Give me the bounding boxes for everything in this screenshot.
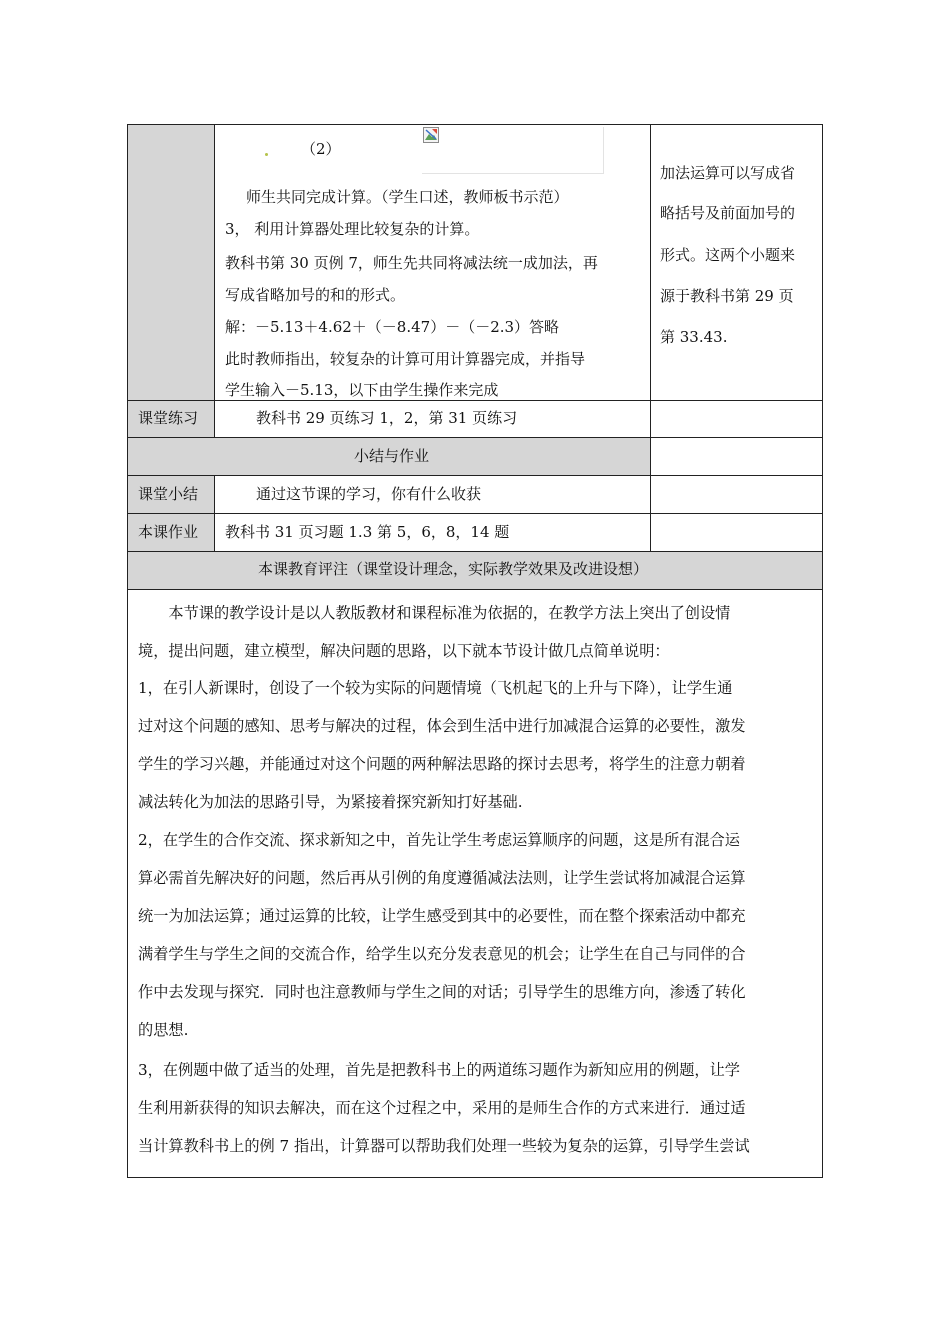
comment-header-row (128, 552, 822, 590)
summary-header: 小结与作业 (354, 447, 430, 465)
content-line-1: 师生共同完成计算。（学生口述，教师板书示范） (246, 188, 569, 206)
practice-label: 课堂练习 (138, 409, 199, 427)
comment-line: 3，在例题中做了适当的处理，首先是把教科书上的两道练习题作为新知应用的例题，让学 (138, 1061, 740, 1079)
note-line-4: 源于教科书第 29 页 (660, 287, 794, 305)
content-line-2: 3， 利用计算器处理比较复杂的计算。 (225, 220, 480, 238)
comment-line: 境，提出问题，建立模型，解决问题的思路，以下就本节设计做几点简单说明： (138, 642, 670, 660)
comment-header: 本课教育评注（课堂设计理念，实际教学效果及改进设想） (258, 560, 649, 578)
comment-line: 2，在学生的合作交流、探求新知之中，首先让学生考虑运算顺序的问题，这是所有混合运 (138, 831, 740, 849)
practice-row (128, 401, 822, 438)
stray-mark (265, 153, 268, 156)
summary-header-row (128, 438, 822, 476)
content-line-3: 教科书第 30 页例 7，师生先共同将减法统一成加法，再 (225, 254, 598, 272)
practice-content-cell (215, 401, 651, 437)
comment-line: 满着学生与学生之间的交流合作，给学生以充分发表意见的机会；让学生在自己与同伴的合 (138, 945, 746, 963)
summary-header-note-cell (651, 438, 822, 475)
comment-line: 本节课的教学设计是以人教版教材和课程标准为依据的，在教学方法上突出了创设情 (138, 604, 731, 622)
homework-label-cell (128, 514, 215, 551)
examples-content-cell (215, 125, 651, 400)
comment-line: 生利用新获得的知识去解决，而在这个过程之中，采用的是师生合作的方式来进行．通过适 (138, 1099, 746, 1117)
content-line-4: 写成省略加号的和的形式。 (225, 286, 406, 304)
practice-note-cell (651, 401, 822, 437)
summary-content-cell (215, 476, 651, 513)
homework-note-cell (651, 514, 822, 551)
summary-text: 通过这节课的学习，你有什么收获 (256, 485, 482, 503)
comment-line: 作中去发现与探究．同时也注意教师与学生之间的对话；引导学生的思维方向，渗透了转化 (138, 983, 746, 1001)
summary-note-cell (651, 476, 822, 513)
summary-label-cell (128, 476, 215, 513)
note-line-2: 略括号及前面加号的 (660, 204, 796, 222)
comment-line: 减法转化为加法的思路引导，为紧接着探究新知打好基础. (138, 793, 523, 811)
homework-row (128, 514, 822, 552)
examples-row (128, 125, 822, 401)
note-line-1: 加法运算可以写成省 (660, 164, 796, 182)
examples-label-cell (128, 125, 215, 400)
practice-text: 教科书 29 页练习 1，2，第 31 页练习 (256, 409, 518, 427)
note-line-5: 第 33.43. (660, 328, 728, 346)
comment-line: 当计算教科书上的例 7 指出，计算器可以帮助我们处理一些较为复杂的运算，引导学生尝试 (138, 1137, 750, 1155)
content-line-6: 此时教师指出，较复杂的计算可用计算器完成，并指导 (225, 350, 586, 368)
homework-text: 教科书 31 页习题 1.3 第 5，6，8，14 题 (225, 523, 510, 541)
practice-label-cell (128, 401, 215, 437)
summary-row (128, 476, 822, 514)
summary-label: 课堂小结 (138, 485, 199, 503)
comment-line: 学生的学习兴趣，并能通过对这个问题的两种解法思路的探讨去思考，将学生的注意力朝着 (138, 755, 746, 773)
homework-label: 本课作业 (138, 523, 199, 541)
lesson-plan-table (127, 124, 823, 1178)
comment-line: 统一为加法运算；通过运算的比较，让学生感受到其中的必要性，而在整个探索活动中都充 (138, 907, 746, 925)
comment-line: 1，在引人新课时，创设了一个较为实际的问题情境（飞机起飞的上升与下降），让学生通 (138, 679, 733, 697)
summary-header-cell (128, 438, 651, 475)
comment-line: 过对这个问题的感知、思考与解决的过程，体会到生活中进行加减混合运算的必要性，激发 (138, 717, 746, 735)
comment-line: 算必需首先解决好的问题，然后再从引例的角度遵循减法法则，让学生尝试将加减混合运算 (138, 869, 746, 887)
note-line-3: 形式。这两个小题来 (660, 246, 796, 264)
content-line-5: 解：－5.13＋4.62＋（－8.47）－（－2.3）答略 (225, 318, 560, 336)
item-2-label: （2） (301, 140, 341, 158)
content-line-7: 学生输入－5.13，以下由学生操作来完成 (225, 381, 499, 399)
broken-image-icon (423, 127, 439, 143)
homework-content-cell (215, 514, 651, 551)
comment-body (128, 590, 822, 1177)
examples-note-cell (651, 125, 822, 400)
comment-line: 的思想. (138, 1021, 189, 1039)
equation-image-frame (422, 127, 604, 174)
